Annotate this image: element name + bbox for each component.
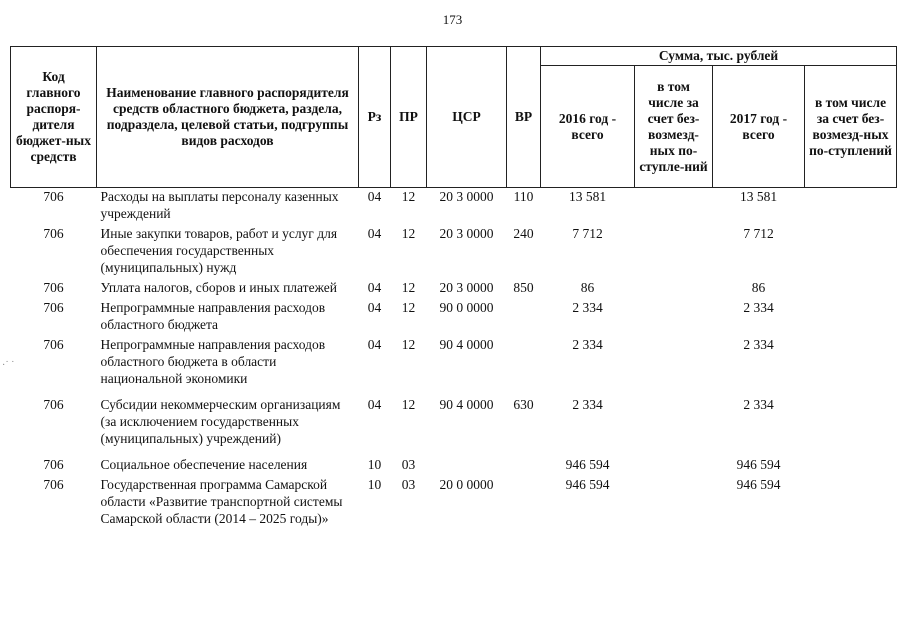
row-2017-free — [805, 390, 897, 450]
row-code: 706 — [43, 280, 64, 295]
row-pr: 12 — [401, 300, 416, 315]
page-number: 173 — [442, 12, 463, 27]
row-csr: 20 3 0000 — [439, 189, 494, 204]
header-pr: ПР — [391, 47, 427, 188]
header-name: Наименование главного распорядителя средств областного бюджета, раздела, подраздела, целевой статьи, подгруппы видов расходов — [97, 47, 359, 188]
row-2016-free — [635, 336, 713, 390]
row-name: Расходы на выплаты персоналу казенных учреждений — [100, 189, 339, 221]
row-2017-total: 946 594 — [736, 457, 781, 472]
row-name: Иные закупки товаров, работ и услуг для обеспечения государственных (муниципальных) нужд — [100, 226, 338, 275]
row-csr: 20 3 0000 — [439, 280, 494, 295]
row-vr: 630 — [513, 397, 534, 412]
row-2016-total: 2 334 — [572, 337, 603, 352]
table-row — [11, 225, 897, 279]
row-code: 706 — [43, 457, 64, 472]
header-2017-total: 2017 год - всего — [713, 66, 805, 188]
row-name: Непрограммные направления расходов областного бюджета в области национальной экономики — [100, 337, 326, 386]
row-2017-total: 2 334 — [743, 397, 774, 412]
row-rz: 04 — [367, 397, 382, 412]
row-vr — [507, 336, 541, 390]
row-code: 706 — [43, 337, 64, 352]
row-csr: 90 4 0000 — [439, 337, 494, 352]
row-2016-total: 946 594 — [565, 457, 610, 472]
table-row — [11, 450, 897, 476]
row-2017-free — [805, 299, 897, 336]
scan-artifact: ·˙ ˙ — [2, 360, 15, 371]
row-rz: 04 — [367, 300, 382, 315]
row-2016-total: 86 — [580, 280, 595, 295]
row-2017-total: 2 334 — [743, 300, 774, 315]
row-name: Субсидии некоммерческим организациям (за исключением государственных (муниципальных) учреждений) — [100, 397, 341, 446]
row-2016-free — [635, 299, 713, 336]
row-name: Уплата налогов, сборов и иных платежей — [100, 280, 337, 295]
row-pr: 12 — [401, 337, 416, 352]
row-name: Государственная программа Самарской области «Развитие транспортной системы Самарской области (2014 – 2025 годы)» — [100, 477, 343, 526]
row-rz: 04 — [367, 337, 382, 352]
row-2017-total: 86 — [751, 280, 766, 295]
row-csr — [427, 450, 507, 476]
row-2017-free — [805, 336, 897, 390]
row-rz: 04 — [367, 226, 382, 241]
row-2017-free — [805, 279, 897, 299]
row-csr: 20 3 0000 — [439, 226, 494, 241]
row-2016-total: 7 712 — [572, 226, 603, 241]
row-code: 706 — [43, 300, 64, 315]
row-2016-free — [635, 225, 713, 279]
row-2016-free — [635, 450, 713, 476]
table-row — [11, 188, 897, 226]
row-pr: 12 — [401, 397, 416, 412]
table-row — [11, 299, 897, 336]
row-rz: 04 — [367, 280, 382, 295]
header-rz: Рз — [359, 47, 391, 188]
row-2016-free — [635, 476, 713, 530]
budget-table — [10, 46, 897, 530]
table-row — [11, 390, 897, 450]
row-2017-total: 2 334 — [743, 337, 774, 352]
row-pr: 03 — [401, 477, 416, 492]
row-2017-total: 13 581 — [739, 189, 778, 204]
row-rz: 10 — [367, 457, 382, 472]
header-sum: Сумма, тыс. рублей — [541, 47, 897, 66]
row-csr: 20 0 0000 — [439, 477, 494, 492]
row-pr: 12 — [401, 226, 416, 241]
row-code: 706 — [43, 397, 64, 412]
row-code: 706 — [43, 477, 64, 492]
row-2017-free — [805, 225, 897, 279]
table-row — [11, 279, 897, 299]
row-pr: 12 — [401, 280, 416, 295]
row-vr: 240 — [513, 226, 534, 241]
row-vr: 850 — [513, 280, 534, 295]
row-code: 706 — [43, 226, 64, 241]
row-2017-free — [805, 450, 897, 476]
row-name: Непрограммные направления расходов областного бюджета — [100, 300, 326, 332]
row-2017-free — [805, 188, 897, 226]
row-name: Социальное обеспечение населения — [100, 457, 308, 472]
row-2016-total: 2 334 — [572, 397, 603, 412]
row-2017-total: 946 594 — [736, 477, 781, 492]
row-2017-free — [805, 476, 897, 530]
header-2017-free: в том числе за счет без-возмезд-ных по-ступлений — [805, 66, 897, 188]
row-2016-free — [635, 279, 713, 299]
row-2017-total: 7 712 — [743, 226, 774, 241]
row-rz: 10 — [367, 477, 382, 492]
row-2016-free — [635, 188, 713, 226]
row-2016-total: 13 581 — [568, 189, 607, 204]
row-2016-total: 946 594 — [565, 477, 610, 492]
header-2016-total: 2016 год - всего — [541, 66, 635, 188]
row-csr: 90 0 0000 — [439, 300, 494, 315]
row-rz: 04 — [367, 189, 382, 204]
row-vr — [507, 299, 541, 336]
header-csr: ЦСР — [427, 47, 507, 188]
row-code: 706 — [43, 189, 64, 204]
row-2016-total: 2 334 — [572, 300, 603, 315]
row-vr: 110 — [513, 189, 534, 204]
row-pr: 03 — [401, 457, 416, 472]
row-csr: 90 4 0000 — [439, 397, 494, 412]
row-2016-free — [635, 390, 713, 450]
row-vr — [507, 476, 541, 530]
header-2016-free: в том числе за счет без-возмезд-ных по-ступле-ний — [635, 66, 713, 188]
row-vr — [507, 450, 541, 476]
header-code: Код главного распоря-дителя бюджет-ных средств — [11, 47, 97, 188]
row-pr: 12 — [401, 189, 416, 204]
table-row — [11, 336, 897, 390]
header-vr: ВР — [507, 47, 541, 188]
table-row — [11, 476, 897, 530]
